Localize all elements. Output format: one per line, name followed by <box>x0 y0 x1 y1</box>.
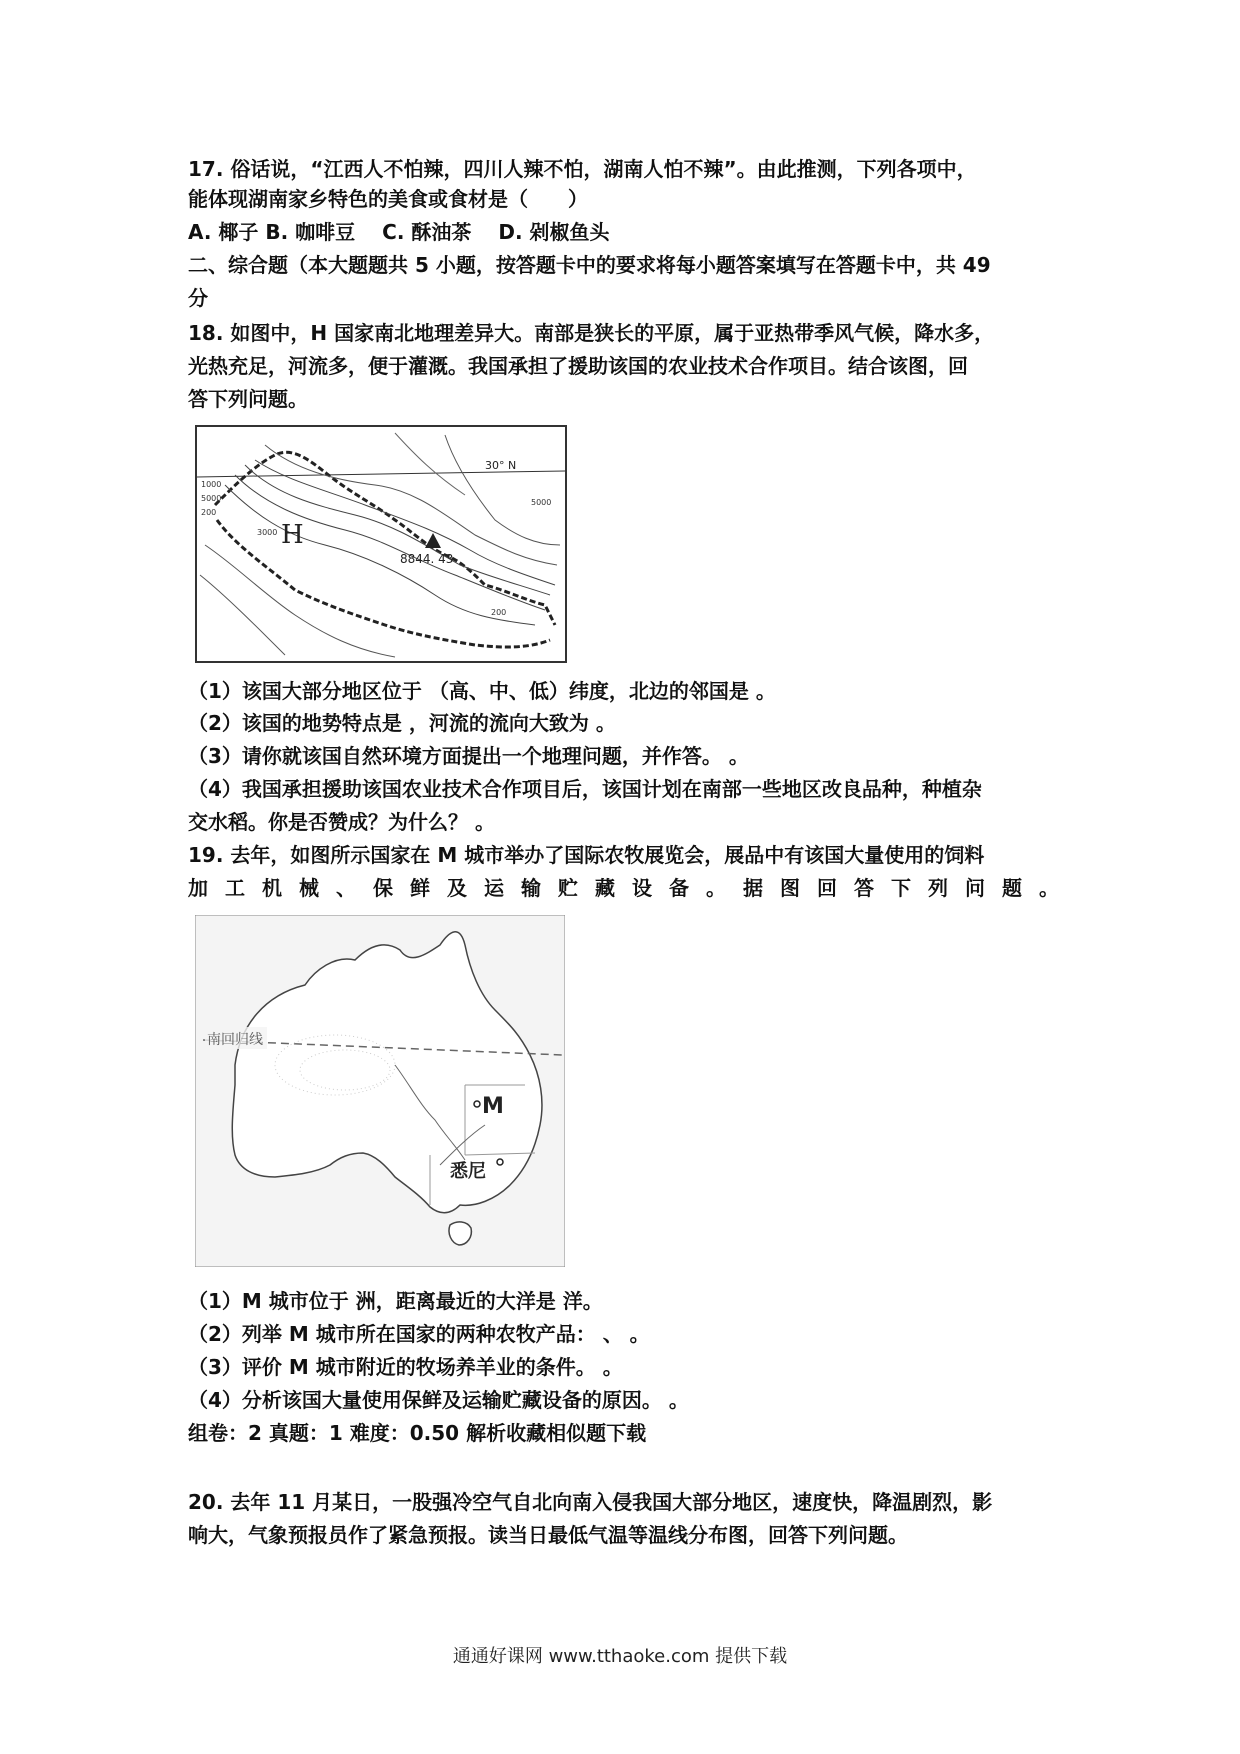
q17-line-2: 能体现湖南家乡特色的美食或食材是（ ） <box>188 187 588 211</box>
q20-line-1: 20. 去年 11 月某日，一股强冷空气自北向南入侵我国大部分地区，速度快，降温剧烈，影 <box>188 1490 993 1514</box>
map-peak-label: 8844. 43 <box>400 552 454 566</box>
map-country-label: H <box>281 520 304 550</box>
map-contour-label: 3000 <box>257 528 278 537</box>
section2-line-1: 二、综合题（本大题题共 5 小题，按答题卡中的要求将每小题答案填写在答题卡中，共 49 <box>188 253 991 277</box>
q19-line-1: 19. 去年，如图所示国家在 M 城市举办了国际农牧展览会，展品中有该国大量使用的饲料 <box>188 843 985 867</box>
page-footer: 通通好课网 www.tthaoke.com 提供下载 <box>452 1646 788 1667</box>
q20-line-2: 响大，气象预报员作了紧急预报。读当日最低气温等温线分布图，回答下列问题。 <box>188 1523 908 1547</box>
map-contour-label: 5000 <box>531 498 552 507</box>
nepal-topographic-map <box>195 425 567 663</box>
q18-line-1: 18. 如图中，H 国家南北地理差异大。南部是狭长的平原，属于亚热带季风气候，降水多， <box>188 321 995 345</box>
q19-line-2: 加工机械、保鲜及运输贮藏设备。据图回答下列问题。 <box>188 876 1076 900</box>
q19-sub-3: （3）评价 M 城市附近的牧场养羊业的条件。 。 <box>188 1355 623 1379</box>
tropic-label: 南回归线 <box>207 1032 263 1048</box>
city-m-label: M <box>482 1094 504 1119</box>
sydney-label: 悉尼 <box>450 1161 486 1182</box>
q19-sub-4: （4）分析该国大量使用保鲜及运输贮藏设备的原因。 。 <box>188 1388 689 1412</box>
q18-sub-2: （2）该国的地势特点是 ，河流的流向大致为 。 <box>188 711 616 735</box>
q17-options: A. 椰子 B. 咖啡豆 C. 酥油茶 D. 剁椒鱼头 <box>188 220 610 244</box>
q18-line-2: 光热充足，河流多，便于灌溉。我国承担了援助该国的农业技术合作项目。结合该图，回 <box>188 354 968 378</box>
q18-sub-3: （3）请你就该国自然环境方面提出一个地理问题，并作答。 。 <box>188 744 749 768</box>
q18-sub-4a: （4）我国承担援助该国农业技术合作项目后，该国计划在南部一些地区改良品种，种植杂 <box>188 777 982 801</box>
map-contour-label: 200 <box>491 608 507 617</box>
q19-meta: 组卷：2 真题：1 难度：0.50 解析收藏相似题下载 <box>188 1421 647 1445</box>
map-lat-label: 30° N <box>485 459 517 472</box>
tasmania-outline <box>449 1222 471 1245</box>
q18-line-3: 答下列问题。 <box>188 387 308 411</box>
map-contour-label: 200 <box>201 508 217 517</box>
q17-line-1: 17. 俗话说，“江西人不怕辣，四川人辣不怕，湖南人怕不辣”。由此推测，下列各项中， <box>188 157 977 181</box>
australia-map <box>195 915 565 1267</box>
q18-sub-1: （1）该国大部分地区位于 （高、中、低）纬度，北边的邻国是 。 <box>188 679 776 703</box>
map-contour-label: 5000 <box>201 494 222 503</box>
section2-line-2: 分 <box>188 286 208 310</box>
q19-sub-2: （2）列举 M 城市所在国家的两种农牧产品： 、 。 <box>188 1322 650 1346</box>
map-contour-label: 1000 <box>201 480 222 489</box>
q19-sub-1: （1）M 城市位于 洲，距离最近的大洋是 洋。 <box>188 1289 603 1313</box>
q18-sub-4b: 交水稻。你是否赞成？为什么？ 。 <box>188 810 495 834</box>
